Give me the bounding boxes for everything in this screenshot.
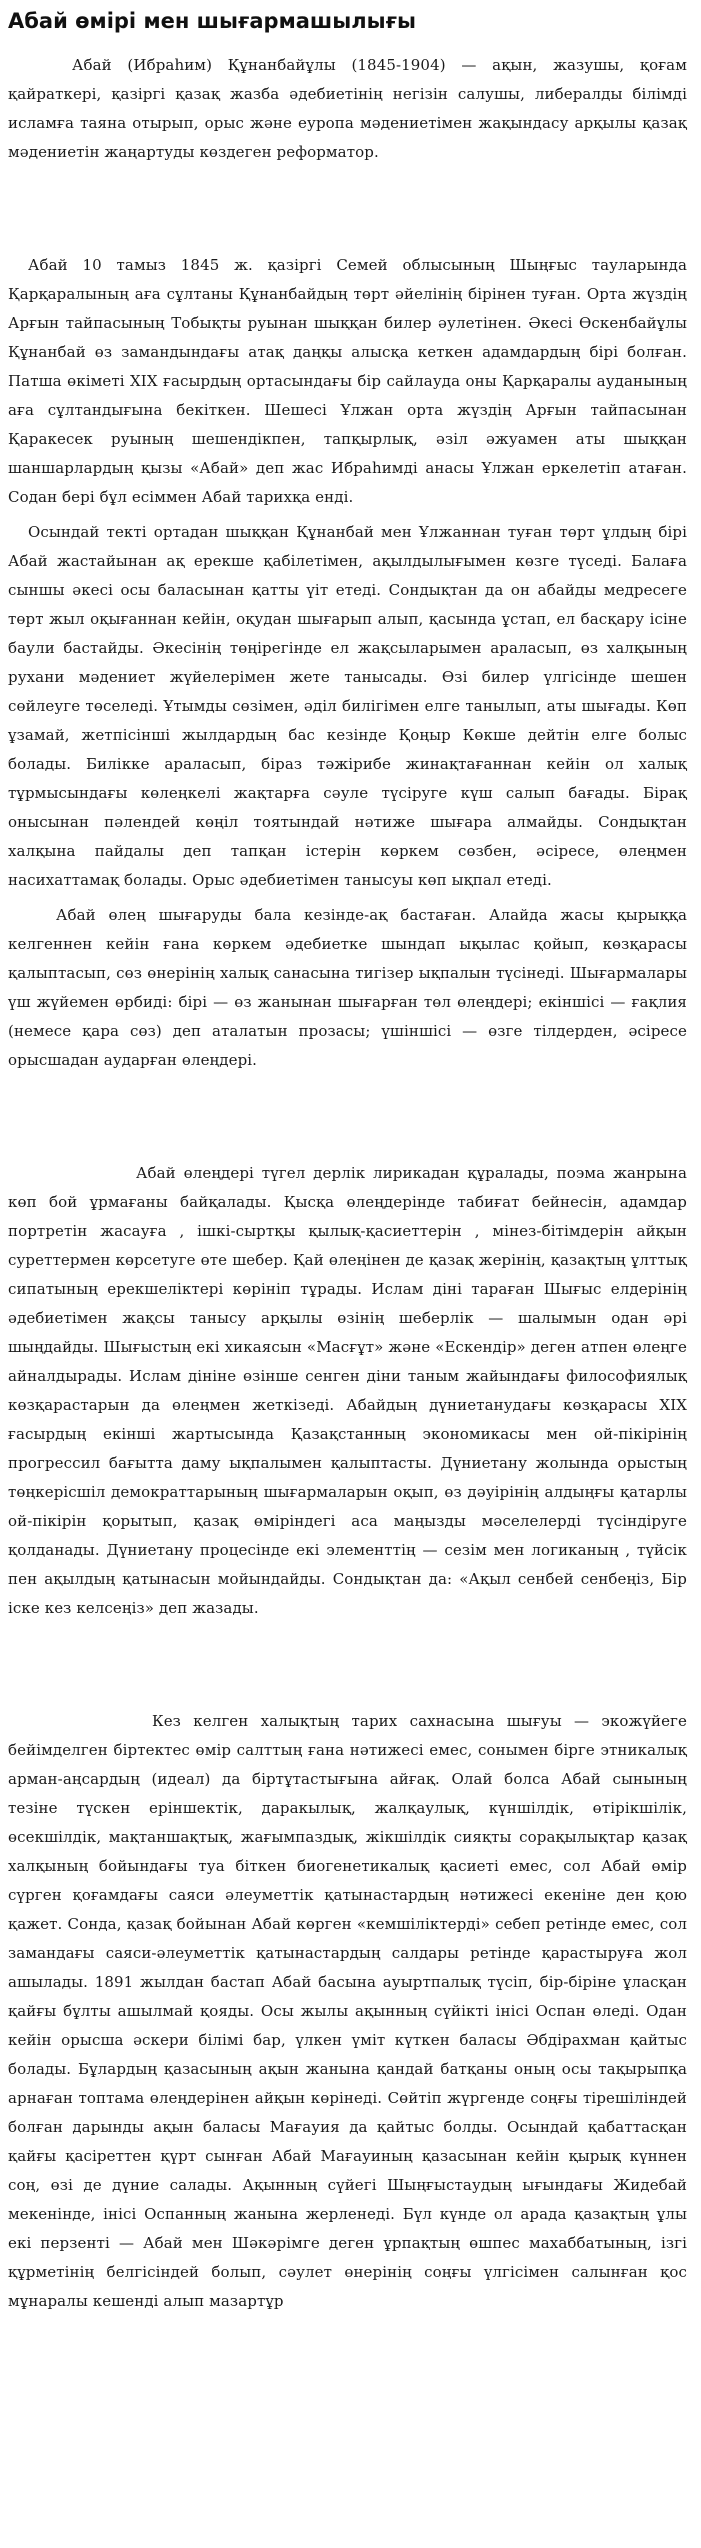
paragraph-intro: Абай (Ибраһим) Құнанбайұлы (1845-1904) — ақын, жазушы, қоғам қайраткері, қазіргі қазақ жазба әдебиетінің негізін салушы, либералды білімді исламға таяна отырып, орыс және еуропа мәдениетімен жақындасу арқылы қазақ мәдениетін жаңартуды көздеген реформатор. bbox=[8, 56, 687, 161]
paragraph-birth: Абай 10 тамыз 1845 ж. қазіргі Семей облысының Шыңғыс тауларында Қарқаралының аға сұлтаны Құнанбайдың төрт әйелінің бірінен туған. Орта жүздің Арғын тайпасының Тобықты руынан шыққан билер әулетінен. Әкесі Өскенбайұлы Құнанбай өз замандындағы атақ даңқы алысқа кеткен адамдардың бірі болған. Патша өкіметі XIX ғасырдың ортасындағы бір сайлауда оны Қарқаралы ауданының аға сұлтандығына бекіткен. Шешесі Ұлжан орта жүздің Арғын тайпасынан Қаракесек руының шешендікпен, тапқырлық, әзіл әжуамен аты шыққан шаншарлардың қызы «Абай» деп жас Ибраһимді анасы Ұлжан еркелетіп атаған. Содан бері бұл есіммен Абай тарихқа енді. bbox=[8, 256, 687, 506]
paragraph-history: Кез келген халықтың тарих сахнасына шығуы — экожүйеге бейімделген біртектес өмір салттың ғана нәтижесі емес, сонымен бірге этникалық арман-аңсардың (идеал) да біртұтастығына айғақ. Олай болса Абай сынының тезіне түскен еріншектік, даракылық, жалқаулық, күншілдік, өтірікшілік, өсекшілдік, мақтаншақтық, жағымпаздық, жікшілдік сияқты сорақылықтар қазақ халқының бойындағы туа біткен биогенетикалық қасиеті емес, сол Абай өмір сүрген қоғамдағы саяси әлеуметтік қатынастардың нәтижесі екеніне ден қою қажет. Сонда, қазақ бойынан Абай көрген «кемшіліктерді» себеп ретінде емес, сол замандағы саяси-әлеуметтік қатынастардың салдары ретінде қарастыруға жол ашылады. 1891 жылдан бастап Абай басына ауыртпалық түсіп, бір-біріне ұласқан қайғы бұлты ашылмай қояды. Осы жылы ақынның сүйікті інісі Оспан өледі. Одан кейін орысша әскери білімі бар, үлкен үміт күткен баласы Әбдірахман қайтыс болады. Бұлардың қазасының ақын жанына қандай батқаны оның осы тақырыпқа арнаған топтама өлеңдерінен айқын көрінеді. Сөйтіп жүргенде соңғы тірешіліндей болған дарынды ақын баласы Мағауия да қайтыс болды. Осындай қабаттасқан қайғы қасіреттен қүрт сынған Абай Мағауиның қазасынан кейін қырық күннен соң, өзі де дүние салады. Ақынның сүйегі Шыңғыстаудың ығындағы Жидебай мекенінде, інісі Оспанның жанына жерленеді. Бүл күнде ол арада қазақтың ұлы екі перзенті — Абай мен Шәкәрімге деген ұрпақтың өшпес махаббатының, ізгі құрметінің белгісіндей болып, сәулет өнерінің соңғы үлгісімен салынған қос мұнаралы кешенді алып мазартұр bbox=[8, 1712, 687, 2310]
article-title: Абай өмірі мен шығармашылығы bbox=[8, 9, 416, 33]
paragraph-lyrics: Абай өлеңдері түгел дерлік лирикадан құралады, поэма жанрына көп бой ұрмағаны байқалады. Қысқа өлеңдерінде табиғат бейнесін, адамдар портретін жасауға , ішкі-сыртқы қылық-қасиеттерін , мінез-бітімдерін айқын суреттермен көрсетуге өте шебер. Қай өлеңінен де қазақ жерінің, қазақтың ұлттық сипатының ерекшеліктері көрініп тұрады. Ислам діні тараған Шығыс елдерінің әдебиетімен жақсы танысу арқылы өзінің шеберлік — шалымын одан әрі шыңдайды. Шығыстың екі хикаясын «Масғұт» және «Ескендір» деген атпен өлеңге айналдырады. Ислам дініне өзінше сенген діни таным жайындағы философиялық көзқарастарын да өлеңмен жеткізеді. Абайдың дүниетанудағы көзқарасы XIX ғасырдың екінші жартысында Қазақстанның экономикасы мен ой-пікірінің прогрессил бағытта даму ықпалымен қалыптасты. Дүниетану жолында орыстың төңкерісшіл демократтарының шығармаларын оқып, өз дәуірінің алдыңғы қатарлы ой-пікірін қорытып, қазақ өміріндегі аса маңызды мәселелерді түсіндіруге қолданады. Дүниетану процесінде екі элементтің — сезім мен логиканың , түйсік пен ақылдың қатынасын мойындайды. Сондықтан да: «Ақыл сенбей сенбеңіз, Бір іске кез келсеңіз» деп жазады. bbox=[8, 1164, 687, 1617]
paragraph-youth: Осындай текті ортадан шыққан Құнанбай мен Ұлжаннан туған төрт ұлдың бірі Абай жастайынан ақ ерекше қабілетімен, ақылдылығымен көзге түседі. Балаға сыншы әкесі осы баласынан қатты үіт етеді. Сондықтан да он абайды медресеге төрт жыл оқығаннан кейін, оқудан шығарып алып, қасында ұстап, ел басқару ісіне баули бастайды. Әкесінің төңірегінде ел жақсыларымен араласып, өз халқының рухани мәдениет жүйелерімен жете танысады. Өзі билер үлгісінде шешен сөйлеуге төселеді. Ұтымды сөзімен, әділ билігімен елге танылып, аты шығады. Көп ұзамай, жетпісінші жылдардың бас кезінде Қоңыр Көкше дейтін елге болыс болады. Билікке араласып, біраз тәжірибе жинақтағаннан кейін ол халық тұрмысындағы көлеңкелі жақтарға сәуле түсіруге күш салып бағады. Бірақ онысынан пәлендей көңіл тоятындай нәтиже шығара алмайды. Сондықтан халқына пайдалы деп тапқан істерін көркем сөзбен, әсіресе, өлеңмен насихаттамақ болады. Орыс әдебиетімен танысуы көп ықпал етеді. bbox=[8, 523, 687, 889]
paragraph-works: Абай өлең шығаруды бала кезінде-ақ бастаған. Алайда жасы қырыққа келгеннен кейін ғана көркем әдебиетке шындап ықылас қойып, көзқарасы қалыптасып, сөз өнерінің халық санасына тигізер ықпалын түсінеді. Шығармалары үш жүйемен өрбиді: бірі — өз жанынан шығарған төл өлеңдері; екіншісі — ғақлия (немесе қара сөз) деп аталатын прозасы; үшіншісі — өзге тілдерден, әсіресе орысшадан аударған өлеңдері. bbox=[8, 906, 687, 1069]
